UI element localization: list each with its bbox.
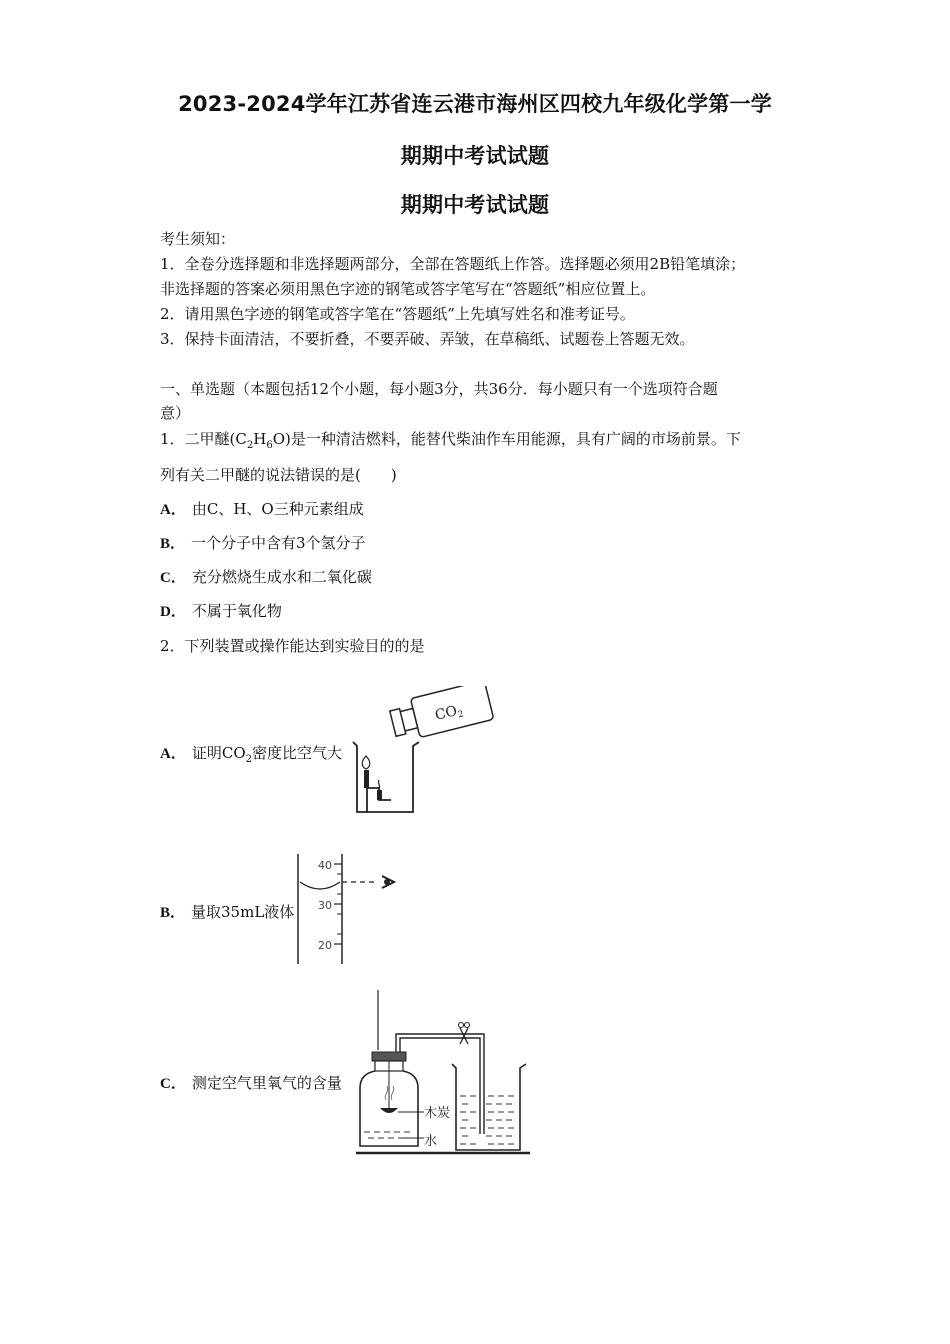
tick-label-20: 20 xyxy=(318,939,332,952)
notice-item-1-cont: 非选择题的答案必须用黑色字迹的钢笔或答字笔写在“答题纸”相应位置上。 xyxy=(160,280,656,298)
graduated-cylinder-figure xyxy=(290,848,410,968)
q2-option-a[interactable]: A． 证明$CO_2$密度比空气大 xyxy=(160,744,343,765)
notice-item-2: 2．请用黑色字迹的钢笔或答字笔在“答题纸”上先填写姓名和准考证号。 xyxy=(160,305,635,323)
co2-pouring-figure xyxy=(345,686,495,816)
q1-option-c[interactable]: C． 充分燃烧生成水和二氧化碳 xyxy=(160,568,372,586)
q1-option-a[interactable]: A． 由C、H、O三种元素组成 xyxy=(160,500,364,518)
notice-item-1: 1．全卷分选择题和非选择题两部分，全部在答题纸上作答。选择题必须用2B铅笔填涂； xyxy=(160,255,746,273)
jar-water xyxy=(364,1132,410,1138)
notice-heading: 考生须知： xyxy=(160,230,236,248)
question-1-stem: 1．二甲醚$(C_2H_6O)$是一种清洁燃料，能替代柴油作车用能源，具有广阔的市场前景。下 xyxy=(160,430,741,451)
meniscus xyxy=(300,882,340,889)
candle-flame xyxy=(362,756,370,769)
lower-candle xyxy=(377,790,382,800)
exam-title-line2: 期期中考试试题 xyxy=(400,144,550,168)
tick-label-30: 30 xyxy=(318,899,332,912)
eye-icon xyxy=(382,876,394,888)
clamp-icon xyxy=(459,1023,470,1045)
label-water: 水 xyxy=(424,1134,438,1149)
section-heading: 一、单选题（本题包括12个小题，每小题3分，共36分．每小题只有一个选项符合题 xyxy=(160,380,718,398)
notice-item-3: 3．保持卡面清洁，不要折叠，不要弄破、弄皱，在草稿纸、试题卷上答题无效。 xyxy=(160,330,695,348)
tick-label-40: 40 xyxy=(318,859,332,872)
question-1-stem-cont: 列有关二甲醚的说法错误的是( ) xyxy=(160,466,397,484)
oxygen-content-apparatus xyxy=(352,988,542,1158)
q1-option-b[interactable]: B． 一个分子中含有3个氢分子 xyxy=(160,534,366,552)
beaker-water xyxy=(460,1096,514,1144)
q1-option-d[interactable]: D． 不属于氧化物 xyxy=(160,602,282,620)
question-2-stem: 2．下列装置或操作能达到实验目的的是 xyxy=(160,637,425,655)
water-beaker xyxy=(452,1064,526,1150)
upper-candle xyxy=(364,770,369,788)
beaker xyxy=(353,742,419,812)
q2-option-c[interactable]: C． 测定空气里氧气的含量 xyxy=(160,1074,342,1092)
label-carbon: 木炭 xyxy=(424,1106,451,1121)
co2-bottle xyxy=(388,686,494,743)
combustion-spoon xyxy=(380,1108,398,1113)
section-heading-cont: 意） xyxy=(160,404,191,422)
co2-bottle-label: $CO_2$ xyxy=(433,703,465,724)
q2-option-b[interactable]: B． 量取35mL液体 xyxy=(160,903,295,921)
exam-title-line1: 2023-2024学年江苏省连云港市海州区四校九年级化学第一学 xyxy=(178,92,772,116)
exam-title-line3: 期期中考试试题 xyxy=(400,193,550,217)
stopper xyxy=(372,1052,406,1061)
